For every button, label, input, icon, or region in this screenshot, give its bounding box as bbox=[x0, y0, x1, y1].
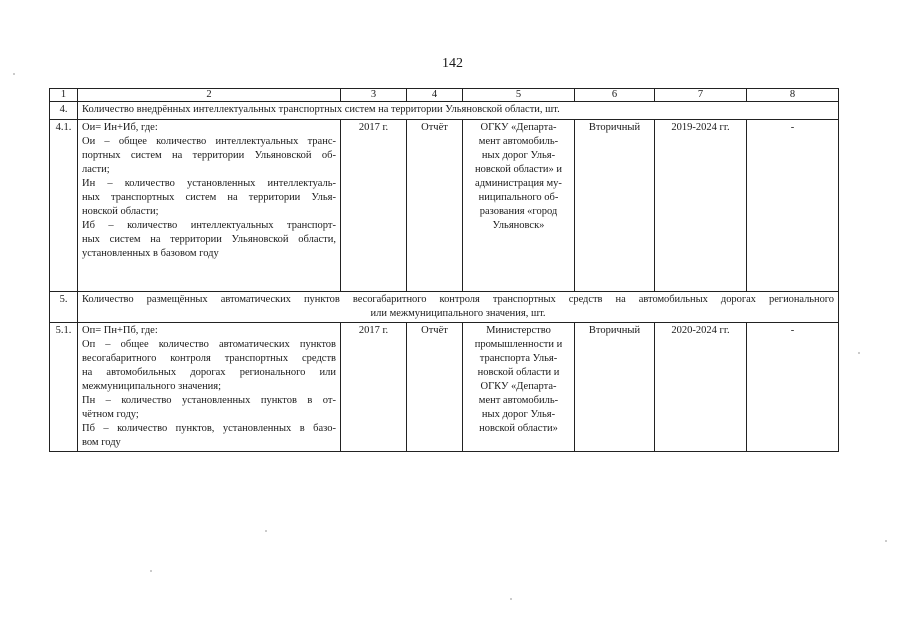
scan-speck bbox=[13, 73, 15, 75]
row-number: 5.1. bbox=[50, 323, 78, 452]
indicator-row-4-1 bbox=[50, 120, 839, 292]
data-source: Отчёт bbox=[407, 323, 463, 452]
header-cell: 7 bbox=[655, 89, 747, 102]
formula-line: на автомобильных дорогах регионального или bbox=[82, 367, 336, 378]
scan-speck bbox=[885, 540, 887, 542]
responsible-line: мент автомобиль- bbox=[478, 136, 559, 147]
responsible-line: транспорта Улья- bbox=[479, 353, 558, 364]
section-title bbox=[78, 292, 839, 323]
formula-line: ных транспортных систем на территории Улья- bbox=[82, 192, 336, 203]
scan-speck bbox=[150, 570, 152, 572]
section-title-line: или межмуниципального значения, шт. bbox=[370, 308, 546, 319]
row-number: 5. bbox=[50, 292, 78, 323]
responsible-line: мент автомобиль- bbox=[478, 395, 559, 406]
responsible-line: ОГКУ «Департа- bbox=[480, 381, 557, 392]
period: 2020-2024 гг. bbox=[655, 323, 747, 452]
period: 2019-2024 гг. bbox=[655, 120, 747, 292]
formula-line: весогабаритного контроля транспортных средств bbox=[82, 353, 336, 364]
section-title-line: Количество размещённых автоматических пунктов весогабаритного контроля транспортных средств на автомобильных дорогах регионального bbox=[82, 294, 834, 305]
formula-description bbox=[78, 120, 341, 292]
formula-line: Пб – количество пунктов, установленных в базо- bbox=[82, 423, 336, 434]
header-row bbox=[50, 89, 839, 102]
responsible-line: ных дорог Улья- bbox=[481, 409, 556, 420]
header-cell: 1 bbox=[50, 89, 78, 102]
responsible-organization bbox=[463, 120, 575, 292]
header-cell: 6 bbox=[575, 89, 655, 102]
base-year: 2017 г. bbox=[341, 323, 407, 452]
header-cell: 5 bbox=[463, 89, 575, 102]
responsible-line: ных дорог Улья- bbox=[481, 150, 556, 161]
indicator-type: Вторичный bbox=[575, 120, 655, 292]
scan-speck bbox=[510, 598, 512, 600]
formula-line: ласти; bbox=[82, 164, 110, 175]
column-8-value: - bbox=[747, 120, 839, 292]
indicator-type: Вторичный bbox=[575, 323, 655, 452]
formula-line: Оп= Пн+Пб, где: bbox=[82, 325, 158, 336]
row-number: 4.1. bbox=[50, 120, 78, 292]
header-cell: 3 bbox=[341, 89, 407, 102]
header-cell: 2 bbox=[78, 89, 341, 102]
responsible-line: ОГКУ «Департа- bbox=[480, 122, 557, 133]
formula-line: Ои – общее количество интеллектуальных транс- bbox=[82, 136, 336, 147]
section-row-4 bbox=[50, 102, 839, 120]
header-cell: 4 bbox=[407, 89, 463, 102]
section-row-5 bbox=[50, 292, 839, 323]
page-number: 142 bbox=[442, 56, 463, 71]
formula-line: Пн – количество установленных пунктов в от- bbox=[82, 395, 336, 406]
formula-line: ных систем на территории Ульяновской области, bbox=[82, 234, 336, 245]
formula-line: чётном году; bbox=[82, 409, 139, 420]
indicator-row-5-1 bbox=[50, 323, 839, 452]
formula-line: новской области; bbox=[82, 206, 159, 217]
data-source: Отчёт bbox=[407, 120, 463, 292]
responsible-organization bbox=[463, 323, 575, 452]
responsible-line: новской области» и bbox=[474, 164, 563, 175]
responsible-line: новской области и bbox=[477, 367, 560, 378]
base-year: 2017 г. bbox=[341, 120, 407, 292]
responsible-line: ниципального об- bbox=[478, 192, 559, 203]
responsible-line: промышленности и bbox=[474, 339, 563, 350]
formula-line: установленных в базовом году bbox=[82, 248, 219, 259]
formula-description bbox=[78, 323, 341, 452]
formula-line: Оп – общее количество автоматических пунктов bbox=[82, 339, 336, 350]
formula-line: межмуниципального значения; bbox=[82, 381, 222, 392]
indicator-table bbox=[49, 88, 839, 452]
formula-line: Ин – количество установленных интеллектуаль- bbox=[82, 178, 336, 189]
responsible-line: Ульяновск» bbox=[492, 220, 545, 231]
scan-speck bbox=[858, 352, 860, 354]
column-8-value: - bbox=[747, 323, 839, 452]
section-title: Количество внедрённых интеллектуальных транспортных систем на территории Ульяновской области, шт. bbox=[78, 102, 839, 120]
formula-line: вом году bbox=[82, 437, 121, 448]
header-cell: 8 bbox=[747, 89, 839, 102]
responsible-line: разования «город bbox=[479, 206, 558, 217]
responsible-line: администрация му- bbox=[475, 178, 562, 189]
formula-line: Ои= Ин+Иб, где: bbox=[82, 122, 158, 133]
scan-speck bbox=[265, 530, 267, 532]
responsible-line: новской области» bbox=[479, 423, 558, 434]
row-number: 4. bbox=[50, 102, 78, 120]
formula-line: портных систем на территории Ульяновской об- bbox=[82, 150, 336, 161]
formula-line: Иб – количество интеллектуальных транспорт- bbox=[82, 220, 336, 231]
responsible-line: Министерство bbox=[486, 325, 551, 336]
